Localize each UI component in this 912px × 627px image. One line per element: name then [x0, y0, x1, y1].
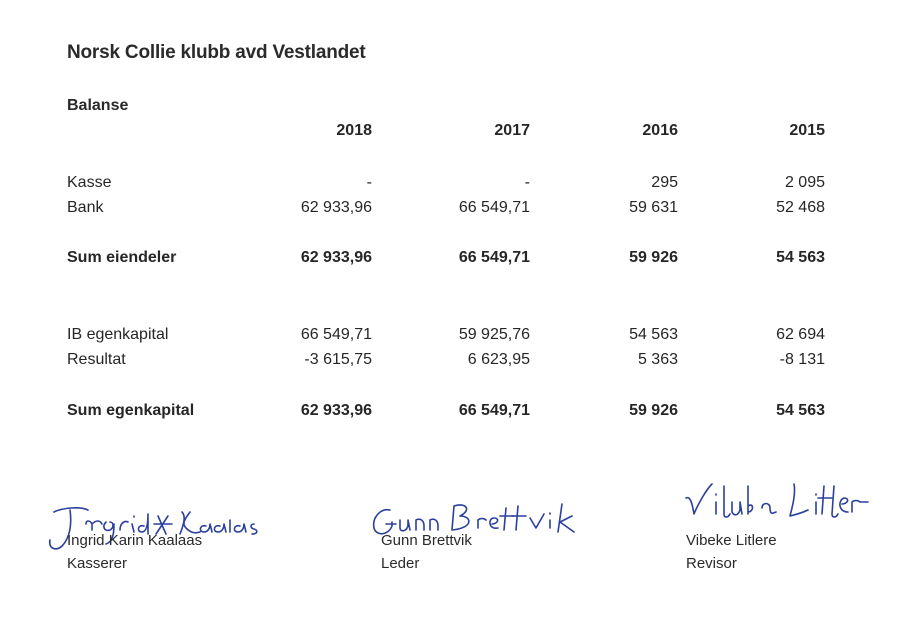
signatory-role: Revisor: [686, 555, 737, 572]
row-label: Sum egenkapital: [67, 402, 195, 419]
year-header: 2017: [494, 122, 530, 139]
row-label: Bank: [67, 199, 104, 216]
cell-value: 2 095: [784, 174, 825, 191]
row-label: Resultat: [67, 351, 126, 368]
cell-value: 54 563: [629, 326, 678, 343]
cell-value: 62 933,96: [300, 199, 372, 216]
signatory-role: Leder: [381, 555, 420, 572]
cell-value: 66 549,71: [300, 326, 372, 343]
cell-value: 66 549,71: [458, 249, 530, 266]
cell-value: 52 468: [776, 199, 825, 216]
cell-value: 295: [651, 174, 678, 191]
year-header: 2016: [642, 122, 678, 139]
handwritten-signature-revisor: [682, 478, 872, 528]
signatory-role: Kasserer: [67, 555, 128, 572]
total-row: [0, 402, 912, 424]
table-row: [0, 174, 912, 196]
cell-value: 62 933,96: [300, 402, 372, 419]
row-label: Kasse: [67, 174, 112, 191]
cell-value: 59 925,76: [458, 326, 530, 343]
cell-value: 54 563: [776, 402, 825, 419]
section-heading: Balanse: [67, 97, 129, 114]
signatory-name: Vibeke Litlere: [686, 532, 777, 549]
cell-value: 59 926: [629, 402, 678, 419]
cell-value: -: [524, 174, 530, 191]
cell-value: 5 363: [637, 351, 678, 368]
cell-value: 66 549,71: [458, 199, 530, 216]
handwritten-signature-kasserer: [40, 490, 270, 560]
row-label: Sum eiendeler: [67, 249, 177, 266]
cell-value: 59 631: [629, 199, 678, 216]
cell-value: -8 131: [779, 351, 825, 368]
cell-value: 59 926: [629, 249, 678, 266]
table-row: [0, 326, 912, 348]
signatory-name: Gunn Brettvik: [381, 532, 472, 549]
year-header: 2018: [336, 122, 372, 139]
cell-value: 6 623,95: [467, 351, 530, 368]
year-header-row: [0, 122, 912, 144]
document-title: Norsk Collie klubb avd Vestlandet: [67, 42, 366, 63]
cell-value: 54 563: [776, 249, 825, 266]
cell-value: 62 933,96: [300, 249, 372, 266]
table-row: [0, 199, 912, 221]
cell-value: -: [366, 174, 372, 191]
row-label: IB egenkapital: [67, 326, 169, 343]
table-row: [0, 351, 912, 373]
signatory-name: Ingrid Karin Kaalaas: [67, 532, 203, 549]
total-row: [0, 249, 912, 271]
cell-value: -3 615,75: [304, 351, 372, 368]
cell-value: 62 694: [776, 326, 825, 343]
year-header: 2015: [789, 122, 825, 139]
cell-value: 66 549,71: [458, 402, 530, 419]
